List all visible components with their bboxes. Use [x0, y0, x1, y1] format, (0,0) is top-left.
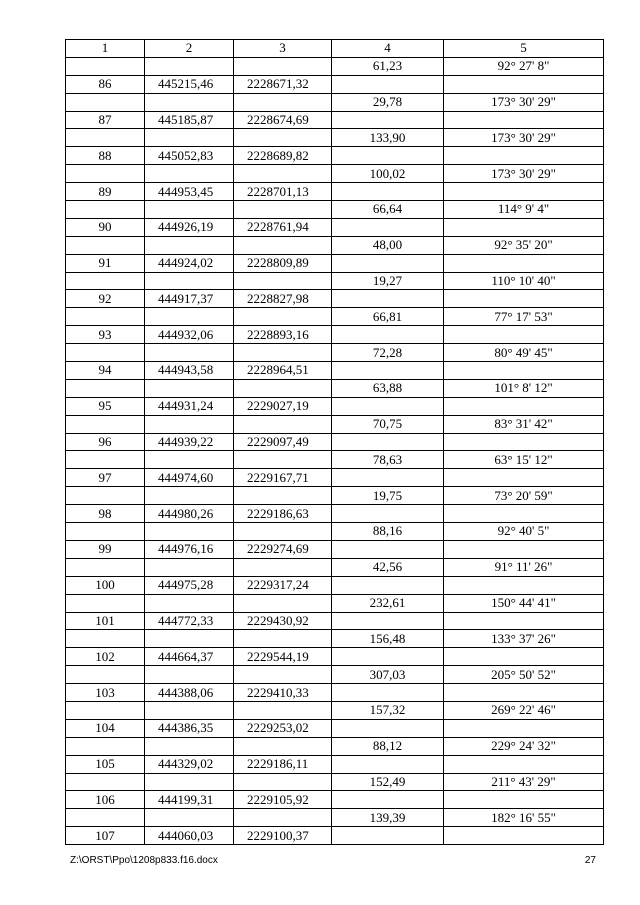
empty-cell [444, 827, 604, 845]
coordinate-x: 444386,35 [145, 719, 234, 737]
coordinate-x: 444931,24 [145, 397, 234, 415]
empty-cell [66, 415, 145, 433]
coordinate-x: 444975,28 [145, 576, 234, 594]
coordinate-y: 2228964,51 [234, 362, 332, 380]
empty-cell [234, 415, 332, 433]
point-row [66, 505, 604, 523]
empty-cell [332, 791, 444, 809]
footer-page-number: 27 [584, 855, 596, 866]
coordinate-y: 2229100,37 [234, 827, 332, 845]
point-number: 95 [66, 397, 145, 415]
empty-cell [66, 487, 145, 505]
empty-cell [145, 701, 234, 719]
point-row [66, 290, 604, 308]
point-row [66, 254, 604, 272]
empty-cell [444, 684, 604, 702]
empty-cell [66, 129, 145, 147]
empty-cell [332, 183, 444, 201]
coordinate-x: 444953,45 [145, 183, 234, 201]
segment-distance: 139,39 [332, 809, 444, 827]
coordinate-y: 2228689,82 [234, 147, 332, 165]
coordinate-x: 444329,02 [145, 755, 234, 773]
coordinate-y: 2229274,69 [234, 540, 332, 558]
segment-angle: 80° 49' 45" [444, 344, 604, 362]
empty-cell [234, 201, 332, 219]
coordinate-x: 445052,83 [145, 147, 234, 165]
coordinate-x: 444980,26 [145, 505, 234, 523]
empty-cell [145, 415, 234, 433]
point-number: 105 [66, 755, 145, 773]
point-number: 100 [66, 576, 145, 594]
empty-cell [332, 540, 444, 558]
empty-cell [332, 433, 444, 451]
point-row [66, 433, 604, 451]
empty-cell [234, 558, 332, 576]
empty-cell [444, 183, 604, 201]
point-number: 92 [66, 290, 145, 308]
coordinate-y: 2229027,19 [234, 397, 332, 415]
point-row [66, 111, 604, 129]
segment-angle: 182° 16' 55" [444, 809, 604, 827]
empty-cell [332, 290, 444, 308]
empty-cell [145, 451, 234, 469]
empty-cell [66, 594, 145, 612]
empty-cell [145, 129, 234, 147]
point-number: 96 [66, 433, 145, 451]
point-number: 91 [66, 254, 145, 272]
segment-angle: 73° 20' 59" [444, 487, 604, 505]
segment-angle: 173° 30' 29" [444, 93, 604, 111]
empty-cell [145, 737, 234, 755]
segment-distance: 72,28 [332, 344, 444, 362]
empty-cell [66, 666, 145, 684]
empty-cell [332, 362, 444, 380]
empty-cell [66, 737, 145, 755]
coordinate-y: 2229410,33 [234, 684, 332, 702]
segment-row [66, 558, 604, 576]
point-number: 101 [66, 612, 145, 630]
point-number: 88 [66, 147, 145, 165]
column-header-1: 1 [66, 40, 145, 58]
segment-angle: 211° 43' 29" [444, 773, 604, 791]
segment-distance: 19,75 [332, 487, 444, 505]
segment-angle: 77° 17' 53" [444, 308, 604, 326]
segment-row [66, 165, 604, 183]
empty-cell [66, 201, 145, 219]
segment-row [66, 737, 604, 755]
empty-cell [332, 505, 444, 523]
empty-cell [145, 630, 234, 648]
empty-cell [444, 326, 604, 344]
coordinate-y: 2229105,92 [234, 791, 332, 809]
empty-cell [66, 57, 145, 75]
segment-angle: 91° 11' 26" [444, 558, 604, 576]
segment-distance: 157,32 [332, 701, 444, 719]
empty-cell [332, 75, 444, 93]
segment-row [66, 773, 604, 791]
empty-cell [234, 379, 332, 397]
coordinate-y: 2228674,69 [234, 111, 332, 129]
coordinate-x: 444924,02 [145, 254, 234, 272]
empty-cell [234, 344, 332, 362]
point-number: 104 [66, 719, 145, 737]
empty-cell [234, 236, 332, 254]
empty-cell [234, 630, 332, 648]
segment-angle: 173° 30' 29" [444, 165, 604, 183]
coordinate-x: 444772,33 [145, 612, 234, 630]
empty-cell [66, 272, 145, 290]
segment-row [66, 93, 604, 111]
empty-cell [66, 379, 145, 397]
segment-angle: 133° 37' 26" [444, 630, 604, 648]
coordinate-x: 444388,06 [145, 684, 234, 702]
point-number: 103 [66, 684, 145, 702]
segment-row [66, 415, 604, 433]
segment-distance: 48,00 [332, 236, 444, 254]
coordinate-y: 2229167,71 [234, 469, 332, 487]
point-row [66, 397, 604, 415]
point-row [66, 791, 604, 809]
coordinate-x: 444199,31 [145, 791, 234, 809]
empty-cell [234, 93, 332, 111]
empty-cell [145, 57, 234, 75]
segment-angle: 269° 22' 46" [444, 701, 604, 719]
empty-cell [444, 218, 604, 236]
point-row [66, 469, 604, 487]
empty-cell [66, 701, 145, 719]
segment-row [66, 630, 604, 648]
segment-angle: 114° 9' 4" [444, 201, 604, 219]
point-row [66, 183, 604, 201]
segment-distance: 88,16 [332, 523, 444, 541]
point-number: 102 [66, 648, 145, 666]
segment-distance: 100,02 [332, 165, 444, 183]
table-header-row [66, 40, 604, 58]
coordinate-x: 444943,58 [145, 362, 234, 380]
coordinate-x: 445215,46 [145, 75, 234, 93]
empty-cell [145, 165, 234, 183]
segment-distance: 307,03 [332, 666, 444, 684]
point-row [66, 719, 604, 737]
empty-cell [145, 666, 234, 684]
segment-distance: 133,90 [332, 129, 444, 147]
segment-angle: 83° 31' 42" [444, 415, 604, 433]
segment-distance: 42,56 [332, 558, 444, 576]
coordinate-x: 444976,16 [145, 540, 234, 558]
segment-row [66, 451, 604, 469]
segment-distance: 66,81 [332, 308, 444, 326]
empty-cell [444, 755, 604, 773]
segment-angle: 92° 35' 20" [444, 236, 604, 254]
empty-cell [234, 773, 332, 791]
empty-cell [145, 594, 234, 612]
empty-cell [332, 755, 444, 773]
coordinate-x: 444939,22 [145, 433, 234, 451]
empty-cell [145, 773, 234, 791]
point-number: 87 [66, 111, 145, 129]
empty-cell [66, 344, 145, 362]
segment-distance: 156,48 [332, 630, 444, 648]
segment-distance: 78,63 [332, 451, 444, 469]
coordinate-x: 445185,87 [145, 111, 234, 129]
empty-cell [444, 111, 604, 129]
segment-row [66, 701, 604, 719]
empty-cell [234, 737, 332, 755]
empty-cell [66, 308, 145, 326]
empty-cell [332, 612, 444, 630]
coordinate-x: 444932,06 [145, 326, 234, 344]
point-number: 97 [66, 469, 145, 487]
segment-distance: 88,12 [332, 737, 444, 755]
point-row [66, 612, 604, 630]
empty-cell [66, 773, 145, 791]
empty-cell [234, 129, 332, 147]
segment-row [66, 308, 604, 326]
point-number: 86 [66, 75, 145, 93]
empty-cell [66, 165, 145, 183]
empty-cell [234, 809, 332, 827]
point-row [66, 827, 604, 845]
segment-row [66, 344, 604, 362]
empty-cell [234, 594, 332, 612]
coordinate-y: 2228761,94 [234, 218, 332, 236]
segment-row [66, 594, 604, 612]
point-row [66, 362, 604, 380]
coordinates-table [65, 39, 604, 845]
empty-cell [145, 236, 234, 254]
point-number: 89 [66, 183, 145, 201]
empty-cell [145, 809, 234, 827]
empty-cell [444, 290, 604, 308]
empty-cell [66, 236, 145, 254]
point-number: 94 [66, 362, 145, 380]
point-row [66, 75, 604, 93]
coordinate-y: 2229544,19 [234, 648, 332, 666]
empty-cell [444, 719, 604, 737]
column-header-4: 4 [332, 40, 444, 58]
coordinate-y: 2229186,63 [234, 505, 332, 523]
empty-cell [66, 523, 145, 541]
empty-cell [444, 469, 604, 487]
segment-angle: 63° 15' 12" [444, 451, 604, 469]
segment-row [66, 129, 604, 147]
empty-cell [332, 827, 444, 845]
segment-distance: 66,64 [332, 201, 444, 219]
point-row [66, 326, 604, 344]
column-header-3: 3 [234, 40, 332, 58]
segment-angle: 173° 30' 29" [444, 129, 604, 147]
empty-cell [332, 397, 444, 415]
empty-cell [234, 57, 332, 75]
point-row [66, 218, 604, 236]
coordinate-y: 2228671,32 [234, 75, 332, 93]
point-row [66, 684, 604, 702]
point-number: 98 [66, 505, 145, 523]
empty-cell [444, 648, 604, 666]
segment-row [66, 379, 604, 397]
coordinate-x: 444060,03 [145, 827, 234, 845]
empty-cell [332, 111, 444, 129]
point-number: 93 [66, 326, 145, 344]
empty-cell [444, 540, 604, 558]
coordinate-x: 444917,37 [145, 290, 234, 308]
empty-cell [332, 218, 444, 236]
empty-cell [66, 451, 145, 469]
empty-cell [145, 201, 234, 219]
empty-cell [234, 666, 332, 684]
empty-cell [66, 93, 145, 111]
segment-angle: 150° 44' 41" [444, 594, 604, 612]
segment-row [66, 201, 604, 219]
point-number: 107 [66, 827, 145, 845]
point-number: 106 [66, 791, 145, 809]
segment-distance: 70,75 [332, 415, 444, 433]
empty-cell [444, 791, 604, 809]
point-number: 90 [66, 218, 145, 236]
segment-angle: 229° 24' 32" [444, 737, 604, 755]
segment-row [66, 523, 604, 541]
segment-distance: 61,23 [332, 57, 444, 75]
empty-cell [444, 362, 604, 380]
coordinate-y: 2229253,02 [234, 719, 332, 737]
empty-cell [145, 344, 234, 362]
empty-cell [145, 93, 234, 111]
empty-cell [66, 630, 145, 648]
coordinate-y: 2229317,24 [234, 576, 332, 594]
point-row [66, 540, 604, 558]
empty-cell [444, 254, 604, 272]
empty-cell [145, 487, 234, 505]
segment-distance: 19,27 [332, 272, 444, 290]
segment-angle: 92° 27' 8" [444, 57, 604, 75]
empty-cell [332, 469, 444, 487]
footer-file-path: Z:\ORST\Ppo\1208p833.f16.docx [70, 855, 218, 866]
segment-distance: 63,88 [332, 379, 444, 397]
empty-cell [234, 487, 332, 505]
segment-angle: 92° 40' 5" [444, 523, 604, 541]
empty-cell [234, 701, 332, 719]
point-row [66, 648, 604, 666]
coordinate-y: 2228701,13 [234, 183, 332, 201]
empty-cell [66, 809, 145, 827]
column-header-2: 2 [145, 40, 234, 58]
segment-row [66, 236, 604, 254]
empty-cell [145, 558, 234, 576]
coordinate-x: 444926,19 [145, 218, 234, 236]
empty-cell [444, 397, 604, 415]
empty-cell [234, 451, 332, 469]
segment-row [66, 809, 604, 827]
empty-cell [332, 147, 444, 165]
empty-cell [234, 272, 332, 290]
coordinate-y: 2229430,92 [234, 612, 332, 630]
empty-cell [234, 523, 332, 541]
empty-cell [444, 612, 604, 630]
coordinate-x: 444664,37 [145, 648, 234, 666]
point-row [66, 147, 604, 165]
empty-cell [332, 576, 444, 594]
empty-cell [234, 308, 332, 326]
empty-cell [66, 558, 145, 576]
empty-cell [444, 433, 604, 451]
empty-cell [145, 379, 234, 397]
empty-cell [145, 272, 234, 290]
empty-cell [332, 254, 444, 272]
segment-row [66, 57, 604, 75]
column-header-5: 5 [444, 40, 604, 58]
empty-cell [332, 326, 444, 344]
empty-cell [234, 165, 332, 183]
segment-angle: 101° 8' 12" [444, 379, 604, 397]
point-number: 99 [66, 540, 145, 558]
segment-distance: 232,61 [332, 594, 444, 612]
empty-cell [332, 719, 444, 737]
empty-cell [332, 684, 444, 702]
segment-distance: 152,49 [332, 773, 444, 791]
empty-cell [444, 147, 604, 165]
empty-cell [444, 505, 604, 523]
empty-cell [444, 576, 604, 594]
table-body [66, 57, 604, 844]
coordinate-y: 2228827,98 [234, 290, 332, 308]
segment-distance: 29,78 [332, 93, 444, 111]
segment-angle: 205° 50' 52" [444, 666, 604, 684]
segment-row [66, 666, 604, 684]
coordinate-y: 2228809,89 [234, 254, 332, 272]
point-row [66, 576, 604, 594]
empty-cell [444, 75, 604, 93]
segment-angle: 110° 10' 40" [444, 272, 604, 290]
coordinate-y: 2229186,11 [234, 755, 332, 773]
empty-cell [145, 308, 234, 326]
empty-cell [332, 648, 444, 666]
coordinate-y: 2229097,49 [234, 433, 332, 451]
point-row [66, 755, 604, 773]
coordinate-y: 2228893,16 [234, 326, 332, 344]
coordinate-x: 444974,60 [145, 469, 234, 487]
segment-row [66, 487, 604, 505]
empty-cell [145, 523, 234, 541]
segment-row [66, 272, 604, 290]
